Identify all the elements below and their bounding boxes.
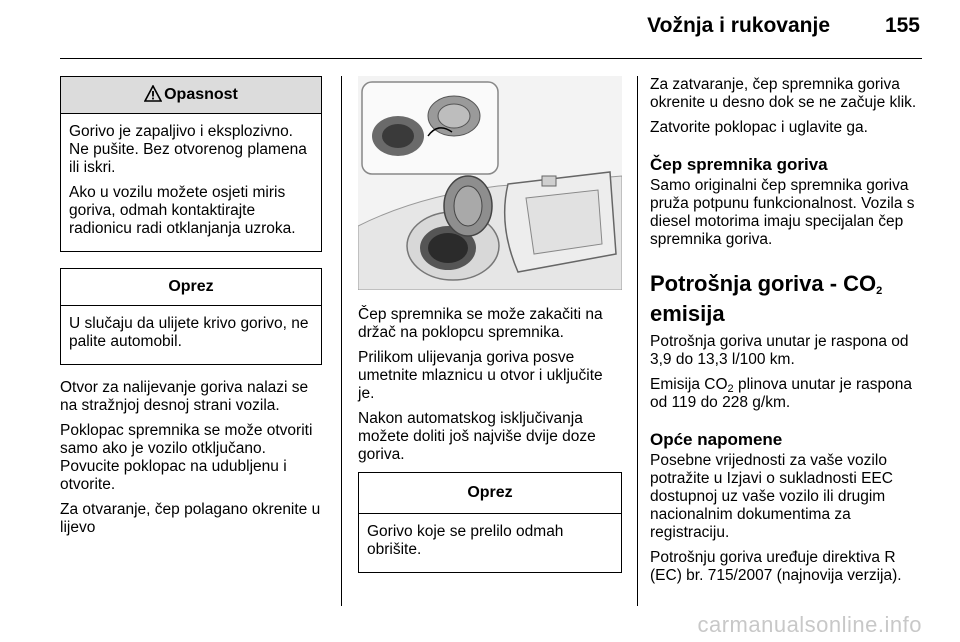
caution-text: U slučaju da ulijete krivo gorivo, ne palite automobil. (69, 315, 309, 350)
caution-box (60, 268, 322, 365)
column-2 (358, 76, 622, 587)
watermark: carmanualsonline.info (697, 612, 922, 637)
section-heading-fuel-cap: Čep spremnika goriva (650, 155, 828, 174)
column-1 (60, 76, 322, 544)
header-divider (60, 58, 922, 59)
body-paragraph: Emisija $CO_2$ plinova unutar je raspona od 119 do 228 g/km. (650, 376, 913, 411)
column-3 (650, 76, 925, 592)
body-paragraph: Samo originalni čep spremnika goriva pruža potpunu funkcionalnost. Vozila s diesel motorima imaju specijalan čep spremnika goriva. (650, 177, 915, 248)
section-heading-consumption: Potrošnja goriva - $CO_2$ emisija (650, 271, 883, 326)
danger-box-title: Opasnost (164, 86, 238, 103)
body-paragraph: Za zatvaranje, čep spremnika goriva okrenite u desno dok se ne začuje klik. (650, 76, 917, 111)
caution-text: Gorivo koje se prelilo odmah obrišite. (367, 523, 564, 558)
body-paragraph: Zatvorite poklopac i uglavite ga. (650, 119, 868, 136)
body-paragraph: Posebne vrijednosti za vaše vozilo potražite u Izjavi o sukladnosti EEC dostupnoj uz vaše vozilo ili drugim nacionalnim dokumentima za registraciju. (650, 452, 893, 541)
caution-box-title: Oprez (61, 269, 321, 306)
caution-box (358, 472, 622, 573)
danger-box (60, 76, 322, 252)
body-paragraph: Za otvaranje, čep polagano okrenite u lijevo (60, 501, 321, 536)
body-paragraph: Poklopac spremnika se može otvoriti samo ako je vozilo otključano. Povucite poklopac na udubljenu i otvorite. (60, 422, 313, 493)
section-heading-general-notes: Opće napomene (650, 430, 783, 449)
danger-text: Gorivo je zapaljivo i eksplozivno. Ne pušite. Bez otvorenog plamena ili iskri. (69, 123, 307, 176)
body-paragraph: Otvor za nalijevanje goriva nalazi se na stražnjoj desnoj strani vozila. (60, 379, 309, 414)
body-paragraph: Nakon automatskog isključivanja možete doliti još najviše dvije doze goriva. (358, 410, 596, 463)
fuel-cap-illustration (358, 76, 622, 290)
danger-box-header (61, 77, 321, 114)
danger-text: Ako u vozilu možete osjeti miris goriva, odmah kontaktirajte radionicu radi otklanjanja uzroka. (69, 184, 296, 237)
page-number: 155 (884, 14, 920, 37)
column-divider (637, 76, 638, 606)
warning-triangle-icon (144, 80, 162, 116)
caution-box-title: Oprez (359, 473, 621, 514)
body-paragraph: Prilikom ulijevanja goriva posve umetnite mlaznicu u otvor i uključite je. (358, 349, 603, 402)
body-paragraph: Potrošnju goriva uređuje direktiva R (EC) br. 715/2007 (najnovija verzija). (650, 549, 902, 584)
column-divider (341, 76, 342, 606)
page-header-title: Vožnja i rukovanje (647, 14, 830, 37)
body-paragraph: Čep spremnika se može zakačiti na držač na poklopcu spremnika. (358, 306, 603, 341)
body-paragraph: Potrošnja goriva unutar je raspona od 3,9 do 13,3 l/100 km. (650, 333, 909, 368)
